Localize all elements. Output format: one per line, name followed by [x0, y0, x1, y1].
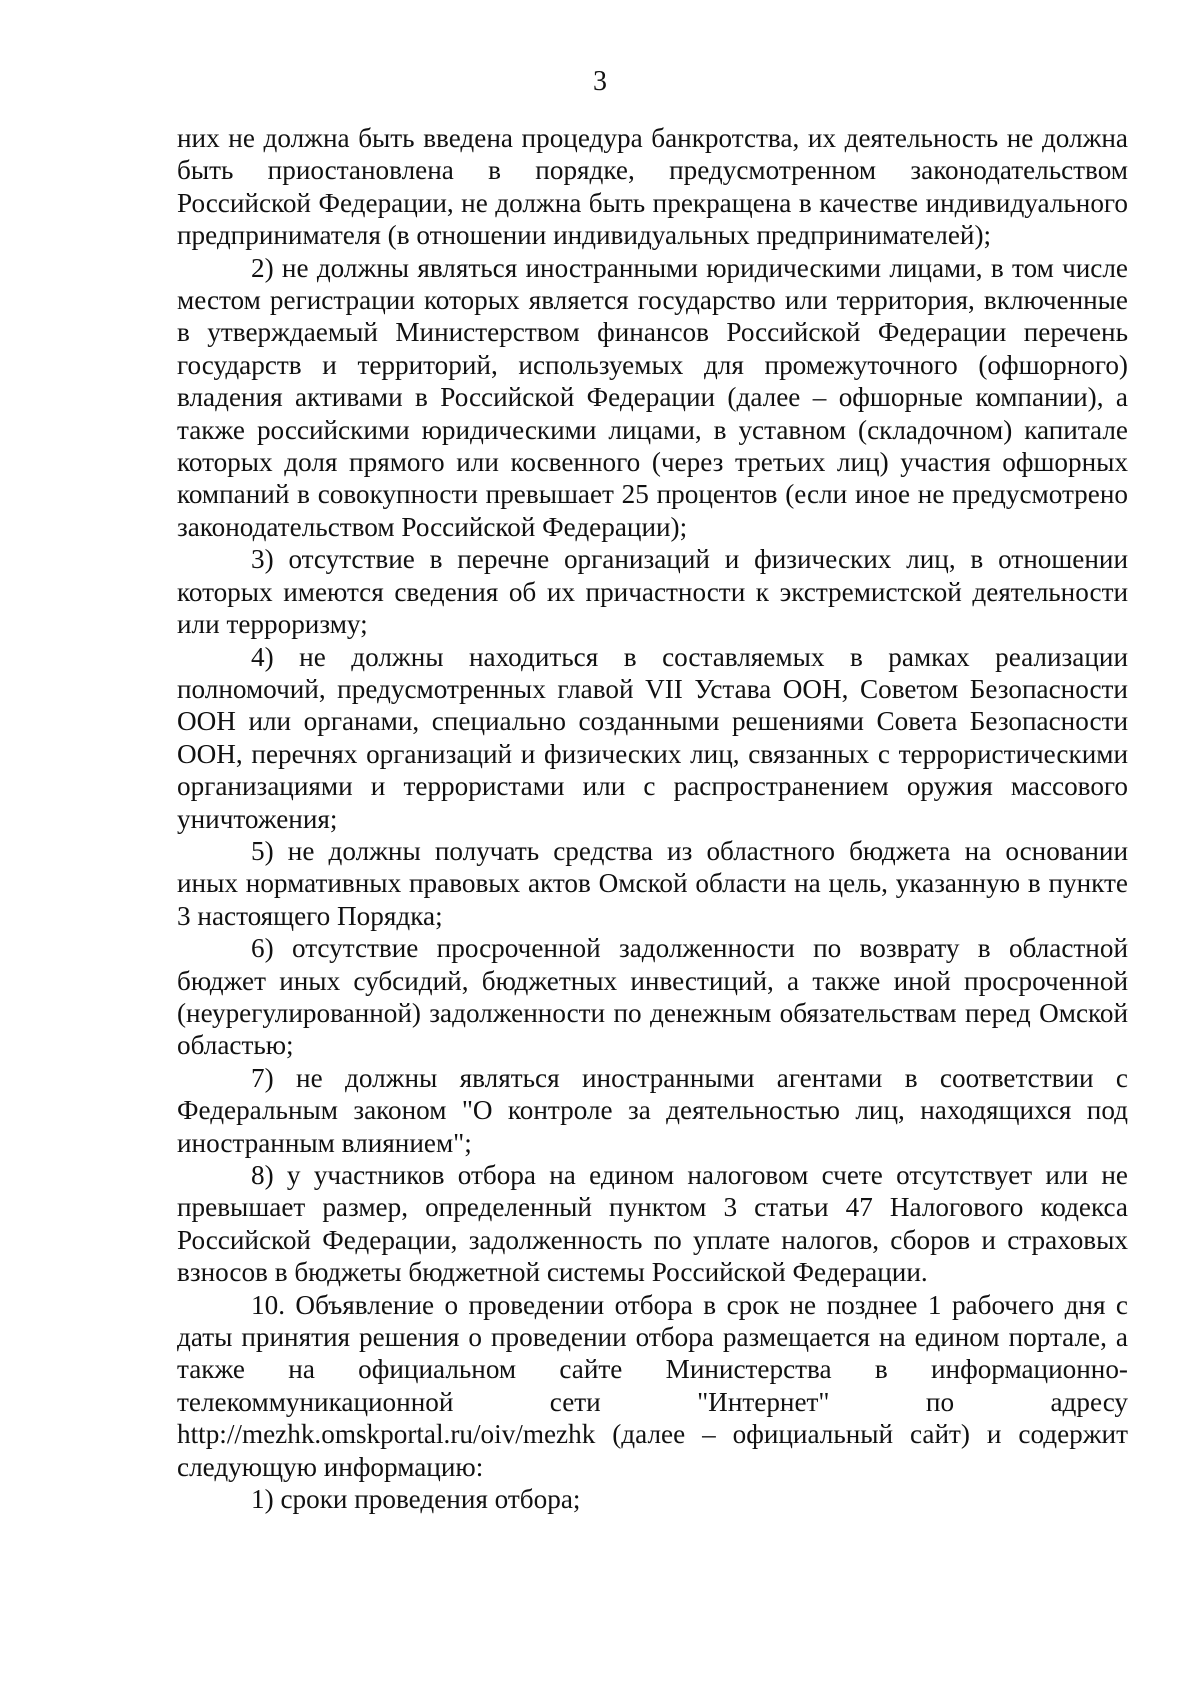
- paragraph-item-3: 3) отсутствие в перечне организаций и физических лиц, в отношении которых имеются сведения об их причастности к экстремистской деятельности или терроризму;: [177, 544, 1128, 640]
- paragraph-section-10: 10. Объявление о проведении отбора в срок не позднее 1 рабочего дня с даты принятия решения о проведении отбора размещается на едином портале, а также на официальном сайте Министерства в информационно-телекоммуникационной сети "Интернет" по адресу http://mezhk.omskportal.ru/oiv/mezhk (далее – официальный сайт) и содержит следующую информацию:: [177, 1289, 1128, 1482]
- paragraph-continuation: них не должна быть введена процедура банкротства, их деятельность не должна быть приостановлена в порядке, предусмотренном законодательством Российской Федерации, не должна быть прекращена в качестве индивидуального предпринимателя (в отношении индивидуальных предпринимателей);: [177, 123, 1128, 251]
- document-body: [177, 122, 1128, 1515]
- paragraph-item-7: 7) не должны являться иностранными агентами в соответствии с Федеральным законом "О контроле за деятельностью лиц, находящихся под иностранным влиянием";: [177, 1062, 1128, 1158]
- paragraph-item-8: 8) у участников отбора на едином налоговом счете отсутствует или не превышает размер, определенный пунктом 3 статьи 47 Налогового кодекса Российской Федерации, задолженность по уплате налогов, сборов и страховых взносов в бюджеты бюджетной системы Российской Федерации.: [177, 1160, 1128, 1288]
- paragraph-item-6: 6) отсутствие просроченной задолженности по возврату в областной бюджет иных субсидий, бюджетных инвестиций, а также иной просроченной (неурегулированной) задолженности по денежным обязательствам перед Омской областью;: [177, 933, 1128, 1061]
- paragraph-item-5: 5) не должны получать средства из областного бюджета на основании иных нормативных правовых актов Омской области на цель, указанную в пункте 3 настоящего Порядка;: [177, 835, 1128, 931]
- paragraph-item-2: 2) не должны являться иностранными юридическими лицами, в том числе местом регистрации которых является государство или территория, включенные в утверждаемый Министерством финансов Российской Федерации перечень государств и территорий, используемых для промежуточного (офшорного) владения активами в Российской Федерации (далее – офшорные компании), а также российскими юридическими лицами, в уставном (складочном) капитале которых доля прямого или косвенного (через третьих лиц) участия офшорных компаний в совокупности превышает 25 процентов (если иное не предусмотрено законодательством Российской Федерации);: [177, 252, 1128, 542]
- page-number: 3: [593, 66, 607, 97]
- paragraph-section-10-item-1: 1) сроки проведения отбора;: [251, 1484, 581, 1515]
- paragraph-item-4: 4) не должны находиться в составляемых в рамках реализации полномочий, предусмотренных главой VII Устава ООН, Советом Безопасности ООН или органами, специально созданными решениями Совета Безопасности ООН, перечнях организаций и физических лиц, связанных с террористическими организациями и террористами или с распространением оружия массового уничтожения;: [177, 641, 1128, 834]
